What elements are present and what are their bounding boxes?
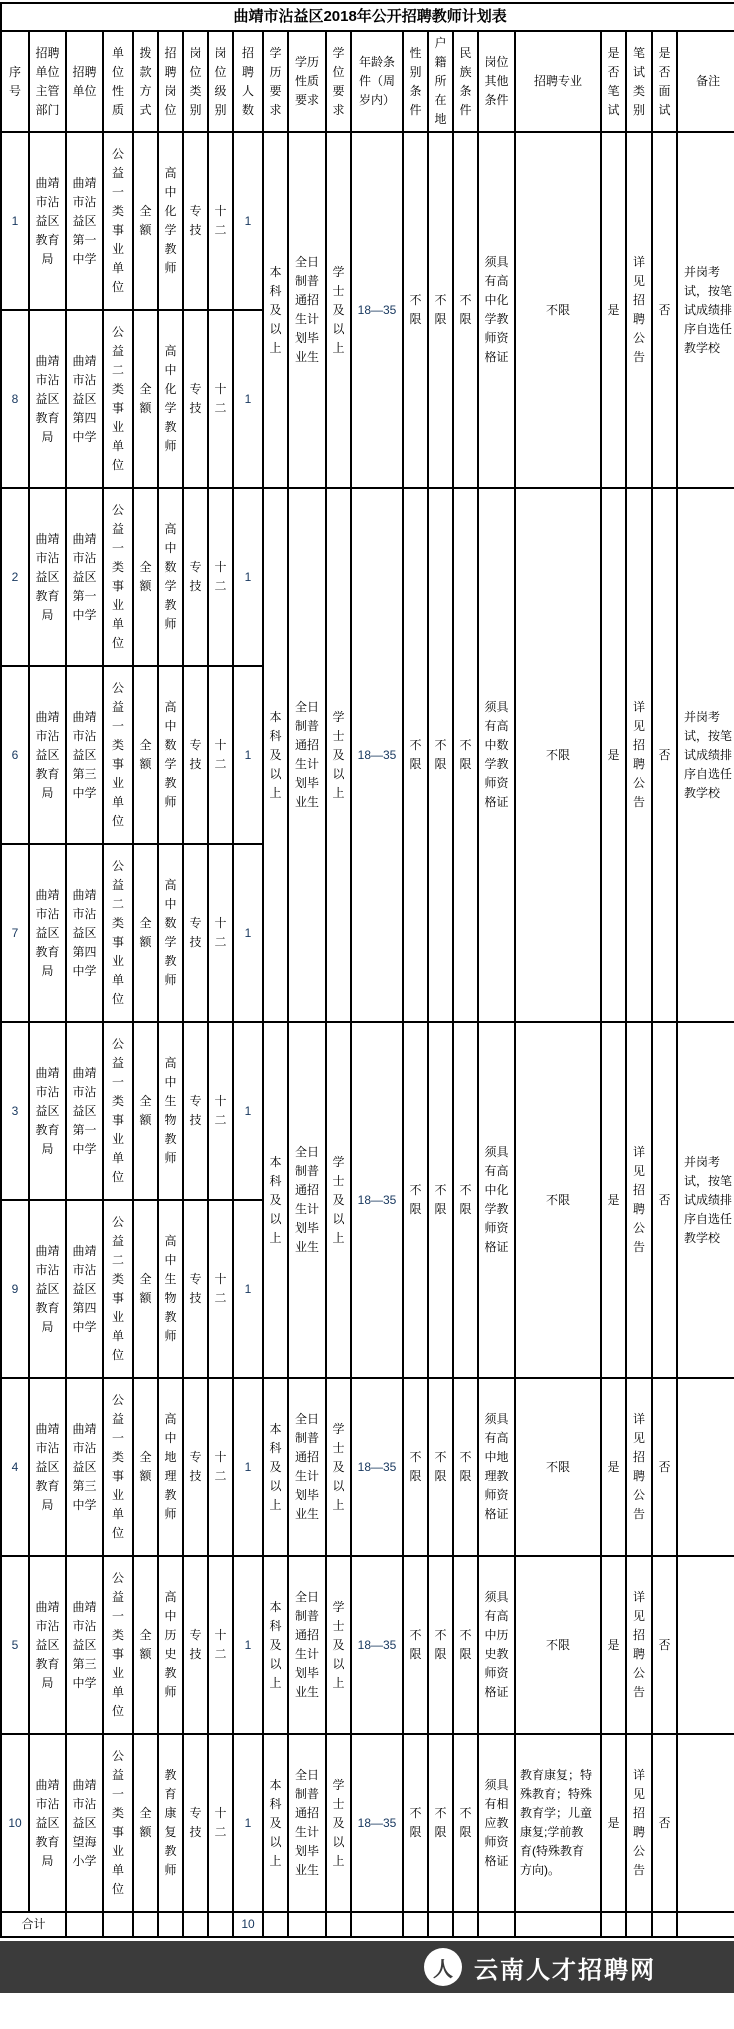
count-cell: 1 — [233, 488, 263, 666]
empty-cell — [478, 1912, 515, 1937]
written-exam-cell: 是 — [601, 1022, 626, 1378]
gender-cell: 不限 — [403, 488, 428, 1022]
interview-cell: 否 — [652, 1734, 677, 1912]
col-header: 笔试类别 — [626, 31, 652, 132]
exam-type-cell: 详见招聘公告 — [626, 1378, 652, 1556]
age-cell: 18—35 — [351, 488, 403, 1022]
unit-cell: 曲靖市沾益区第三中学 — [66, 666, 103, 844]
col-header: 招聘人数 — [233, 31, 263, 132]
count-cell: 1 — [233, 666, 263, 844]
table-row — [1, 488, 734, 666]
interview-cell: 否 — [652, 488, 677, 1022]
col-header: 备注 — [677, 31, 734, 132]
funding-cell: 全额 — [133, 1200, 158, 1378]
ethnicity-cell: 不限 — [453, 1734, 478, 1912]
written-exam-cell: 是 — [601, 132, 626, 488]
other-condition-cell: 须具有相应教师资格证 — [478, 1734, 515, 1912]
count-cell: 1 — [233, 844, 263, 1022]
position-cell: 高中数学教师 — [158, 844, 183, 1022]
written-exam-cell: 是 — [601, 1556, 626, 1734]
ethnicity-cell: 不限 — [453, 1022, 478, 1378]
education-type-cell: 全日制普通招生计划毕业生 — [288, 132, 326, 488]
residence-cell: 不限 — [428, 1378, 453, 1556]
recruitment-table — [0, 2, 734, 1938]
count-cell: 1 — [233, 1734, 263, 1912]
col-header: 岗位级别 — [208, 31, 233, 132]
empty-cell — [208, 1912, 233, 1937]
interview-cell: 否 — [652, 1378, 677, 1556]
remark-cell: 并岗考试，按笔试成绩排序自选任教学校 — [677, 132, 734, 488]
residence-cell: 不限 — [428, 1022, 453, 1378]
gender-cell: 不限 — [403, 1734, 428, 1912]
department-cell: 曲靖市沾益区教育局 — [29, 132, 66, 310]
unit-cell: 曲靖市沾益区第四中学 — [66, 844, 103, 1022]
seq-cell: 5 — [1, 1556, 29, 1734]
table-row — [1, 1912, 734, 1937]
funding-cell: 全额 — [133, 1022, 158, 1200]
seq-cell: 4 — [1, 1378, 29, 1556]
count-cell: 1 — [233, 132, 263, 310]
level-cell: 十二 — [208, 1556, 233, 1734]
empty-cell — [677, 1912, 734, 1937]
col-header: 招聘单位 — [66, 31, 103, 132]
exam-type-cell: 详见招聘公告 — [626, 488, 652, 1022]
col-header: 户籍所在地 — [428, 31, 453, 132]
col-header: 学位要求 — [326, 31, 351, 132]
empty-cell — [263, 1912, 288, 1937]
footer-bar — [0, 1941, 734, 1993]
age-cell: 18—35 — [351, 1734, 403, 1912]
empty-cell — [428, 1912, 453, 1937]
empty-cell — [66, 1912, 103, 1937]
department-cell: 曲靖市沾益区教育局 — [29, 844, 66, 1022]
residence-cell: 不限 — [428, 1734, 453, 1912]
department-cell: 曲靖市沾益区教育局 — [29, 1022, 66, 1200]
col-header: 是否笔试 — [601, 31, 626, 132]
table-title-row — [1, 3, 734, 31]
empty-cell — [626, 1912, 652, 1937]
exam-type-cell: 详见招聘公告 — [626, 1734, 652, 1912]
department-cell: 曲靖市沾益区教育局 — [29, 1378, 66, 1556]
col-header: 学历要求 — [263, 31, 288, 132]
remark-cell: 并岗考试，按笔试成绩排序自选任教学校 — [677, 488, 734, 1022]
empty-cell — [103, 1912, 133, 1937]
residence-cell: 不限 — [428, 1556, 453, 1734]
major-cell: 不限 — [515, 488, 601, 1022]
unit-type-cell: 公益一类事业单位 — [103, 1734, 133, 1912]
seq-cell: 9 — [1, 1200, 29, 1378]
education-cell: 本科及以上 — [263, 1022, 288, 1378]
other-condition-cell: 须具有高中化学教师资格证 — [478, 1022, 515, 1378]
table-row — [1, 1734, 734, 1912]
seq-cell: 8 — [1, 310, 29, 488]
empty-cell — [453, 1912, 478, 1937]
col-header: 招聘单位主管部门 — [29, 31, 66, 132]
written-exam-cell: 是 — [601, 488, 626, 1022]
age-cell: 18—35 — [351, 1556, 403, 1734]
degree-cell: 学士及以上 — [326, 1378, 351, 1556]
empty-cell — [652, 1912, 677, 1937]
ethnicity-cell: 不限 — [453, 132, 478, 488]
age-cell: 18—35 — [351, 1378, 403, 1556]
empty-cell — [133, 1912, 158, 1937]
site-logo-icon: 人 — [424, 1948, 462, 1986]
empty-cell — [288, 1912, 326, 1937]
col-header: 拨款方式 — [133, 31, 158, 132]
unit-type-cell: 公益一类事业单位 — [103, 1378, 133, 1556]
unit-cell: 曲靖市沾益区望海小学 — [66, 1734, 103, 1912]
unit-type-cell: 公益一类事业单位 — [103, 666, 133, 844]
age-cell: 18—35 — [351, 1022, 403, 1378]
header-row — [1, 31, 734, 132]
age-cell: 18—35 — [351, 132, 403, 488]
category-cell: 专技 — [183, 1200, 208, 1378]
total-label-cell: 合计 — [1, 1912, 66, 1937]
department-cell: 曲靖市沾益区教育局 — [29, 310, 66, 488]
count-cell: 1 — [233, 1378, 263, 1556]
degree-cell: 学士及以上 — [326, 132, 351, 488]
education-type-cell: 全日制普通招生计划毕业生 — [288, 1378, 326, 1556]
written-exam-cell: 是 — [601, 1734, 626, 1912]
unit-cell: 曲靖市沾益区第四中学 — [66, 310, 103, 488]
other-condition-cell: 须具有高中历史教师资格证 — [478, 1556, 515, 1734]
ethnicity-cell: 不限 — [453, 1556, 478, 1734]
funding-cell: 全额 — [133, 1556, 158, 1734]
seq-cell: 1 — [1, 132, 29, 310]
col-header: 岗位其他条件 — [478, 31, 515, 132]
unit-cell: 曲靖市沾益区第一中学 — [66, 488, 103, 666]
empty-cell — [183, 1912, 208, 1937]
position-cell: 高中数学教师 — [158, 666, 183, 844]
funding-cell: 全额 — [133, 844, 158, 1022]
col-header: 是否面试 — [652, 31, 677, 132]
unit-cell: 曲靖市沾益区第一中学 — [66, 1022, 103, 1200]
exam-type-cell: 详见招聘公告 — [626, 1556, 652, 1734]
col-header: 年龄条件（周岁内） — [351, 31, 403, 132]
interview-cell: 否 — [652, 1556, 677, 1734]
position-cell: 高中地理教师 — [158, 1378, 183, 1556]
level-cell: 十二 — [208, 1022, 233, 1200]
category-cell: 专技 — [183, 1022, 208, 1200]
level-cell: 十二 — [208, 310, 233, 488]
ethnicity-cell: 不限 — [453, 488, 478, 1022]
count-cell: 1 — [233, 310, 263, 488]
major-cell: 教育康复；特殊教育；特殊教育学；儿童康复;学前教育(特殊教育方向)。 — [515, 1734, 601, 1912]
level-cell: 十二 — [208, 844, 233, 1022]
education-cell: 本科及以上 — [263, 132, 288, 488]
department-cell: 曲靖市沾益区教育局 — [29, 1556, 66, 1734]
position-cell: 高中化学教师 — [158, 132, 183, 310]
seq-cell: 7 — [1, 844, 29, 1022]
count-cell: 1 — [233, 1022, 263, 1200]
degree-cell: 学士及以上 — [326, 1734, 351, 1912]
education-type-cell: 全日制普通招生计划毕业生 — [288, 1734, 326, 1912]
education-type-cell: 全日制普通招生计划毕业生 — [288, 1556, 326, 1734]
unit-type-cell: 公益一类事业单位 — [103, 488, 133, 666]
total-count-cell: 10 — [233, 1912, 263, 1937]
col-header: 序号 — [1, 31, 29, 132]
position-cell: 教育康复教师 — [158, 1734, 183, 1912]
page-title: 曲靖市沾益区2018年公开招聘教师计划表 — [1, 3, 734, 31]
remark-cell — [677, 1556, 734, 1734]
col-header: 单位性质 — [103, 31, 133, 132]
gender-cell: 不限 — [403, 1378, 428, 1556]
level-cell: 十二 — [208, 1734, 233, 1912]
table-row — [1, 1022, 734, 1200]
remark-cell — [677, 1734, 734, 1912]
education-type-cell: 全日制普通招生计划毕业生 — [288, 1022, 326, 1378]
empty-cell — [351, 1912, 403, 1937]
level-cell: 十二 — [208, 488, 233, 666]
gender-cell: 不限 — [403, 1022, 428, 1378]
other-condition-cell: 须具有高中数学教师资格证 — [478, 488, 515, 1022]
gender-cell: 不限 — [403, 1556, 428, 1734]
unit-type-cell: 公益二类事业单位 — [103, 1200, 133, 1378]
department-cell: 曲靖市沾益区教育局 — [29, 1734, 66, 1912]
unit-cell: 曲靖市沾益区第三中学 — [66, 1378, 103, 1556]
empty-cell — [515, 1912, 601, 1937]
funding-cell: 全额 — [133, 1734, 158, 1912]
seq-cell: 10 — [1, 1734, 29, 1912]
seq-cell: 6 — [1, 666, 29, 844]
unit-type-cell: 公益一类事业单位 — [103, 132, 133, 310]
written-exam-cell: 是 — [601, 1378, 626, 1556]
funding-cell: 全额 — [133, 132, 158, 310]
degree-cell: 学士及以上 — [326, 1022, 351, 1378]
count-cell: 1 — [233, 1556, 263, 1734]
empty-cell — [326, 1912, 351, 1937]
interview-cell: 否 — [652, 1022, 677, 1378]
unit-cell: 曲靖市沾益区第四中学 — [66, 1200, 103, 1378]
degree-cell: 学士及以上 — [326, 1556, 351, 1734]
education-type-cell: 全日制普通招生计划毕业生 — [288, 488, 326, 1022]
col-header: 民族条件 — [453, 31, 478, 132]
col-header: 学历性质要求 — [288, 31, 326, 132]
other-condition-cell: 须具有高中地理教师资格证 — [478, 1378, 515, 1556]
level-cell: 十二 — [208, 1200, 233, 1378]
major-cell: 不限 — [515, 1378, 601, 1556]
table-row — [1, 1556, 734, 1734]
col-header: 性别条件 — [403, 31, 428, 132]
category-cell: 专技 — [183, 844, 208, 1022]
unit-type-cell: 公益二类事业单位 — [103, 844, 133, 1022]
unit-type-cell: 公益一类事业单位 — [103, 1556, 133, 1734]
remark-cell — [677, 1378, 734, 1556]
level-cell: 十二 — [208, 132, 233, 310]
position-cell: 高中生物教师 — [158, 1200, 183, 1378]
col-header: 招聘专业 — [515, 31, 601, 132]
residence-cell: 不限 — [428, 488, 453, 1022]
major-cell: 不限 — [515, 1556, 601, 1734]
major-cell: 不限 — [515, 1022, 601, 1378]
category-cell: 专技 — [183, 1556, 208, 1734]
education-cell: 本科及以上 — [263, 1734, 288, 1912]
unit-cell: 曲靖市沾益区第三中学 — [66, 1556, 103, 1734]
other-condition-cell: 须具有高中化学教师资格证 — [478, 132, 515, 488]
category-cell: 专技 — [183, 310, 208, 488]
empty-cell — [601, 1912, 626, 1937]
interview-cell: 否 — [652, 132, 677, 488]
category-cell: 专技 — [183, 1378, 208, 1556]
gender-cell: 不限 — [403, 132, 428, 488]
education-cell: 本科及以上 — [263, 1378, 288, 1556]
category-cell: 专技 — [183, 1734, 208, 1912]
unit-type-cell: 公益二类事业单位 — [103, 310, 133, 488]
department-cell: 曲靖市沾益区教育局 — [29, 488, 66, 666]
category-cell: 专技 — [183, 666, 208, 844]
category-cell: 专技 — [183, 132, 208, 310]
exam-type-cell: 详见招聘公告 — [626, 132, 652, 488]
col-header: 岗位类别 — [183, 31, 208, 132]
funding-cell: 全额 — [133, 666, 158, 844]
residence-cell: 不限 — [428, 132, 453, 488]
funding-cell: 全额 — [133, 310, 158, 488]
site-name: 云南人才招聘网 — [474, 1956, 656, 1984]
position-cell: 高中历史教师 — [158, 1556, 183, 1734]
count-cell: 1 — [233, 1200, 263, 1378]
category-cell: 专技 — [183, 488, 208, 666]
major-cell: 不限 — [515, 132, 601, 488]
department-cell: 曲靖市沾益区教育局 — [29, 666, 66, 844]
table-row — [1, 1378, 734, 1556]
empty-cell — [403, 1912, 428, 1937]
seq-cell: 3 — [1, 1022, 29, 1200]
education-cell: 本科及以上 — [263, 488, 288, 1022]
degree-cell: 学士及以上 — [326, 488, 351, 1022]
unit-cell: 曲靖市沾益区第一中学 — [66, 132, 103, 310]
position-cell: 高中化学教师 — [158, 310, 183, 488]
position-cell: 高中生物教师 — [158, 1022, 183, 1200]
level-cell: 十二 — [208, 1378, 233, 1556]
remark-cell: 并岗考试，按笔试成绩排序自选任教学校 — [677, 1022, 734, 1378]
funding-cell: 全额 — [133, 488, 158, 666]
position-cell: 高中数学教师 — [158, 488, 183, 666]
level-cell: 十二 — [208, 666, 233, 844]
empty-cell — [158, 1912, 183, 1937]
department-cell: 曲靖市沾益区教育局 — [29, 1200, 66, 1378]
col-header: 招聘岗位 — [158, 31, 183, 132]
education-cell: 本科及以上 — [263, 1556, 288, 1734]
exam-type-cell: 详见招聘公告 — [626, 1022, 652, 1378]
ethnicity-cell: 不限 — [453, 1378, 478, 1556]
unit-type-cell: 公益一类事业单位 — [103, 1022, 133, 1200]
seq-cell: 2 — [1, 488, 29, 666]
funding-cell: 全额 — [133, 1378, 158, 1556]
table-row — [1, 132, 734, 310]
